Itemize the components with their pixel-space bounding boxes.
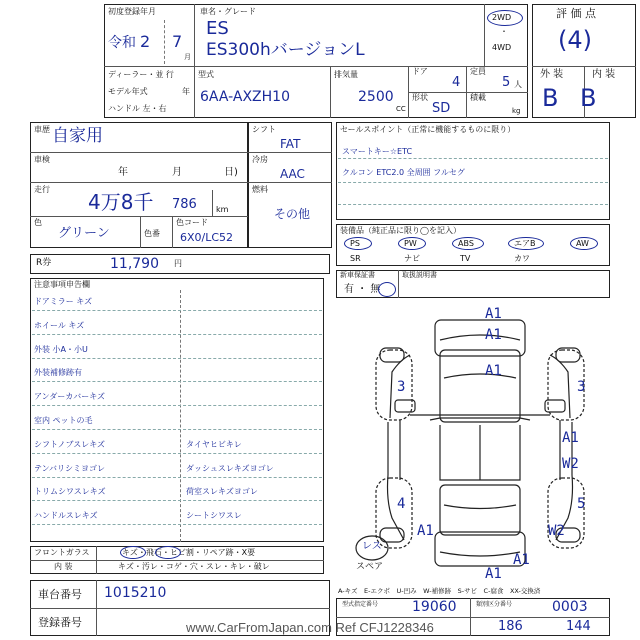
int-label: 内 装: [592, 69, 616, 80]
model-year-label: モデル年式: [108, 87, 148, 96]
model-cert: 19060: [412, 599, 457, 615]
doors: 4: [452, 75, 461, 90]
notes-right-9: シートシワスレ: [186, 511, 242, 521]
mark-4-left: 4: [397, 496, 406, 512]
notes-title: 注意事項申告欄: [34, 280, 90, 289]
usage: 自家用: [52, 126, 103, 146]
shift: FAT: [280, 137, 301, 151]
model-year-unit: 年: [182, 87, 190, 96]
sub-value-1: 186: [498, 619, 523, 634]
grade: ES300hバージョンL: [206, 40, 365, 60]
warranty-label: 新車保証書: [340, 271, 375, 279]
drive-sep: ・: [500, 27, 508, 36]
mark-a1-right-door: A1: [562, 430, 579, 446]
manual-label: 取扱説明書: [402, 271, 437, 279]
inspection-year: 年: [118, 167, 128, 178]
inspection-label: 車検: [34, 155, 50, 164]
reg-year: 2: [140, 32, 151, 51]
handle-label: ハンドル 左・右: [108, 104, 167, 113]
mark-a1-front-1: A1: [485, 306, 502, 322]
score-label: 評 価 点: [556, 7, 596, 20]
reg-year-label: 初度登録年月: [108, 7, 156, 16]
score-value: (4): [558, 26, 592, 54]
mark-5-right: 5: [577, 496, 586, 512]
equip-sr: SR: [350, 254, 361, 263]
recycle-unit: 円: [174, 259, 182, 268]
mark-3-left: 3: [397, 379, 406, 395]
equip-aw: AW: [576, 239, 589, 248]
equip-airbag: エアB: [514, 239, 536, 248]
sub-value-2: 144: [566, 619, 591, 634]
color-code-label2: 色コード: [176, 218, 208, 227]
displacement-label: 排気量: [334, 70, 358, 79]
name-grade-label: 車名・グレード: [200, 7, 256, 16]
ext-grade: B: [542, 84, 559, 112]
load-label: 積載: [470, 93, 486, 102]
shift-label: シフト: [252, 125, 276, 134]
notes-left-1: ホイール キズ: [34, 320, 85, 330]
reg-month: 7: [172, 32, 183, 51]
mark-a1-hood: A1: [485, 363, 502, 379]
equip-pw: PW: [404, 239, 417, 248]
car-name: ES: [206, 18, 229, 39]
cc-unit: CC: [396, 105, 406, 113]
fuel: その他: [274, 207, 311, 221]
color-label: 色: [34, 218, 42, 227]
notes-left-7: テンバリシミヨゴレ: [34, 463, 106, 473]
type-label: 型式: [198, 70, 214, 79]
color: グリーン: [58, 226, 110, 241]
ac: AAC: [280, 167, 305, 181]
spare-mark: レス: [362, 541, 382, 552]
drive-4wd: 4WD: [492, 43, 512, 52]
capacity-unit: 人: [514, 80, 522, 89]
glass-int-text: キズ・汚レ・コゲ・穴・スレ・キレ・破レ: [118, 562, 270, 571]
damage-legend: A-キズ E-エクボ U-凹み W-補修跡 S-サビ C-腐食 XX-交換済: [338, 587, 541, 595]
notes-left-6: シフトノブスレキズ: [34, 439, 106, 449]
notes-right-8: 荷室スレキズヨゴレ: [186, 487, 258, 497]
sales-title: セールスポイント（正常に機能するものに限り）: [340, 125, 516, 134]
cat-label: 類別区分番号: [476, 601, 513, 608]
glass-text: キズ・飛石・ヒビ割・リペア跡・X要: [122, 548, 256, 557]
notes-left-8: トリムシワスレキズ: [34, 487, 106, 497]
color-code-label: 色番: [144, 229, 160, 238]
notes-left-0: ドアミラー キズ: [34, 297, 93, 306]
model-cert-label: 型式指定番号: [342, 601, 379, 608]
equip-ps: PS: [350, 239, 360, 248]
equipment-title: 装備品（純正品に限り◯を記入）: [340, 226, 461, 235]
equip-abs: ABS: [458, 239, 474, 248]
drive-2wd: 2WD: [492, 13, 512, 22]
glass-int-label: 内 装: [54, 562, 73, 571]
mark-a1-front-2: A1: [485, 327, 502, 343]
notes-left-9: ハンドルスレキズ: [34, 511, 98, 521]
mark-a1-rear: A1: [513, 552, 530, 568]
ac-label: 冷房: [252, 155, 268, 164]
mileage-main: 4万8千: [88, 190, 154, 214]
capacity-label: 定員: [470, 67, 486, 76]
notes-right-6: タイヤヒビキレ: [186, 439, 242, 449]
mark-w2-right-door: W2: [562, 456, 579, 472]
shape: SD: [432, 101, 451, 116]
notes-left-4: アンダーカバーキズ: [34, 392, 106, 402]
kg-unit: kg: [512, 107, 521, 115]
month-unit: 月: [184, 53, 191, 61]
fuel-label: 燃料: [252, 185, 268, 194]
usage-label: 車歴: [34, 125, 50, 134]
equip-navi: ナビ: [404, 254, 420, 263]
notes-left-2: 外装 小A・小U: [34, 344, 88, 354]
recycle-label: R券: [36, 258, 52, 268]
shape-label: 形状: [412, 93, 428, 102]
notes-left-5: 室内 ペットの毛: [34, 416, 93, 425]
watermark: www.CarFromJapan.com Ref CFJ1228346: [186, 620, 434, 635]
type-value: 6AA-AXZH10: [200, 89, 290, 105]
equip-tv: TV: [460, 254, 471, 263]
inspection-month: 月: [172, 167, 182, 178]
displacement: 2500: [358, 89, 394, 105]
mark-w2-rear-right: W2: [548, 523, 565, 539]
mark-3-right: 3: [577, 379, 586, 395]
door-label: ドア: [412, 67, 428, 76]
glass-label: フロントガラス: [34, 548, 90, 557]
sales-line-1: スマートキー☆ETC: [342, 147, 413, 156]
era: 令和: [108, 35, 136, 51]
header-box: [104, 4, 528, 118]
notes-left-3: 外装補修跡有: [34, 368, 82, 378]
car-no-label: 車台番号: [38, 588, 82, 601]
reg-no-label: 登録番号: [38, 616, 82, 629]
mileage-sub: 786: [172, 197, 197, 212]
spare-label: スペア: [356, 562, 384, 572]
inspection-day: 日): [224, 167, 238, 178]
capacity: 5: [502, 75, 511, 90]
sales-line-2: クルコン ETC2.0 全周囲 フルセグ: [342, 168, 465, 177]
mileage-label: 走行: [34, 185, 50, 194]
mark-a1-rear-bumper: A1: [485, 566, 502, 582]
car-no: 1015210: [104, 585, 167, 601]
dealer-label: ディーラー・並 行: [108, 70, 174, 79]
notes-box: [30, 278, 324, 542]
recycle-value: 11,790: [110, 256, 159, 272]
ext-label: 外 装: [540, 69, 564, 80]
color-code: 6X0/LC52: [180, 231, 234, 244]
cat-value: 0003: [552, 599, 588, 615]
km-unit: km: [216, 205, 229, 214]
notes-right-7: ダッシュスレキズヨゴレ: [186, 463, 274, 473]
mark-a1-rear-left: A1: [417, 523, 434, 539]
int-grade: B: [580, 84, 597, 112]
equip-leather: カワ: [514, 254, 530, 263]
warranty-value: 有 ・ 無: [344, 284, 381, 295]
